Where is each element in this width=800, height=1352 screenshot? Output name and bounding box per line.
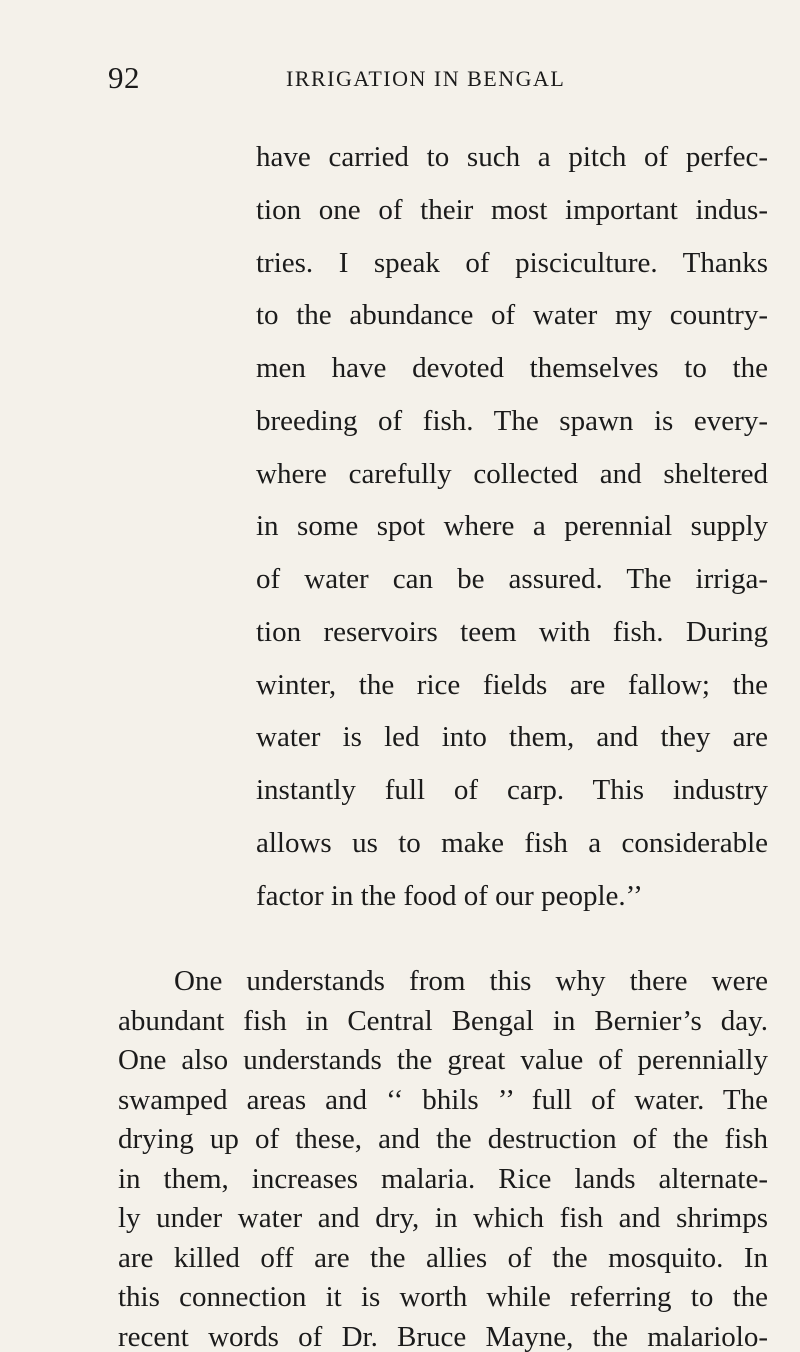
quote-line: factor in the food of our people.’’: [256, 880, 643, 912]
quote-line: tion one of their most important indus-: [256, 194, 768, 226]
quote-line: of water can be assured. The irriga-: [256, 563, 768, 595]
quote-line: to the abundance of water my country-: [256, 299, 768, 331]
quote-line: winter, the rice fields are fallow; the: [256, 669, 768, 701]
quote-line: instantly full of carp. This industry: [256, 774, 768, 806]
paragraph-line: abundant fish in Central Bengal in Bernier’s day.: [118, 1004, 768, 1037]
running-title: IRRIGATION IN BENGAL: [286, 66, 566, 91]
quote-line: where carefully collected and sheltered: [256, 458, 768, 490]
paragraph-line: in them, increases malaria. Rice lands alternate-: [118, 1162, 768, 1195]
quote-line: breeding of fish. The spawn is every-: [256, 405, 768, 437]
paragraph-line: One understands from this why there were: [174, 965, 768, 997]
quote-line: tries. I speak of pisciculture. Thanks: [256, 247, 768, 279]
paragraph-line: this connection it is worth while referring to the: [118, 1281, 768, 1313]
page-number: 92: [108, 60, 140, 95]
paragraph-line: One also understands the great value of perennially: [118, 1044, 768, 1076]
quote-line: men have devoted themselves to the: [256, 352, 768, 384]
paragraph-line: are killed off are the allies of the mosquito. In: [118, 1241, 768, 1274]
paragraph-line: ly under water and dry, in which fish and shrimps: [118, 1202, 768, 1234]
quote-line: in some spot where a perennial supply: [256, 510, 768, 542]
quote-line: have carried to such a pitch of perfec-: [256, 141, 768, 173]
paragraph-line: recent words of Dr. Bruce Mayne, the malariolo-: [118, 1320, 768, 1352]
quote-line: allows us to make fish a considerable: [256, 827, 768, 859]
paragraph-line: swamped areas and ‘‘ bhils ’’ full of water. The: [118, 1083, 768, 1116]
paragraph-line: drying up of these, and the destruction of the fish: [118, 1123, 768, 1155]
quote-line: water is led into them, and they are: [256, 721, 768, 753]
quote-line: tion reservoirs teem with fish. During: [256, 616, 768, 648]
